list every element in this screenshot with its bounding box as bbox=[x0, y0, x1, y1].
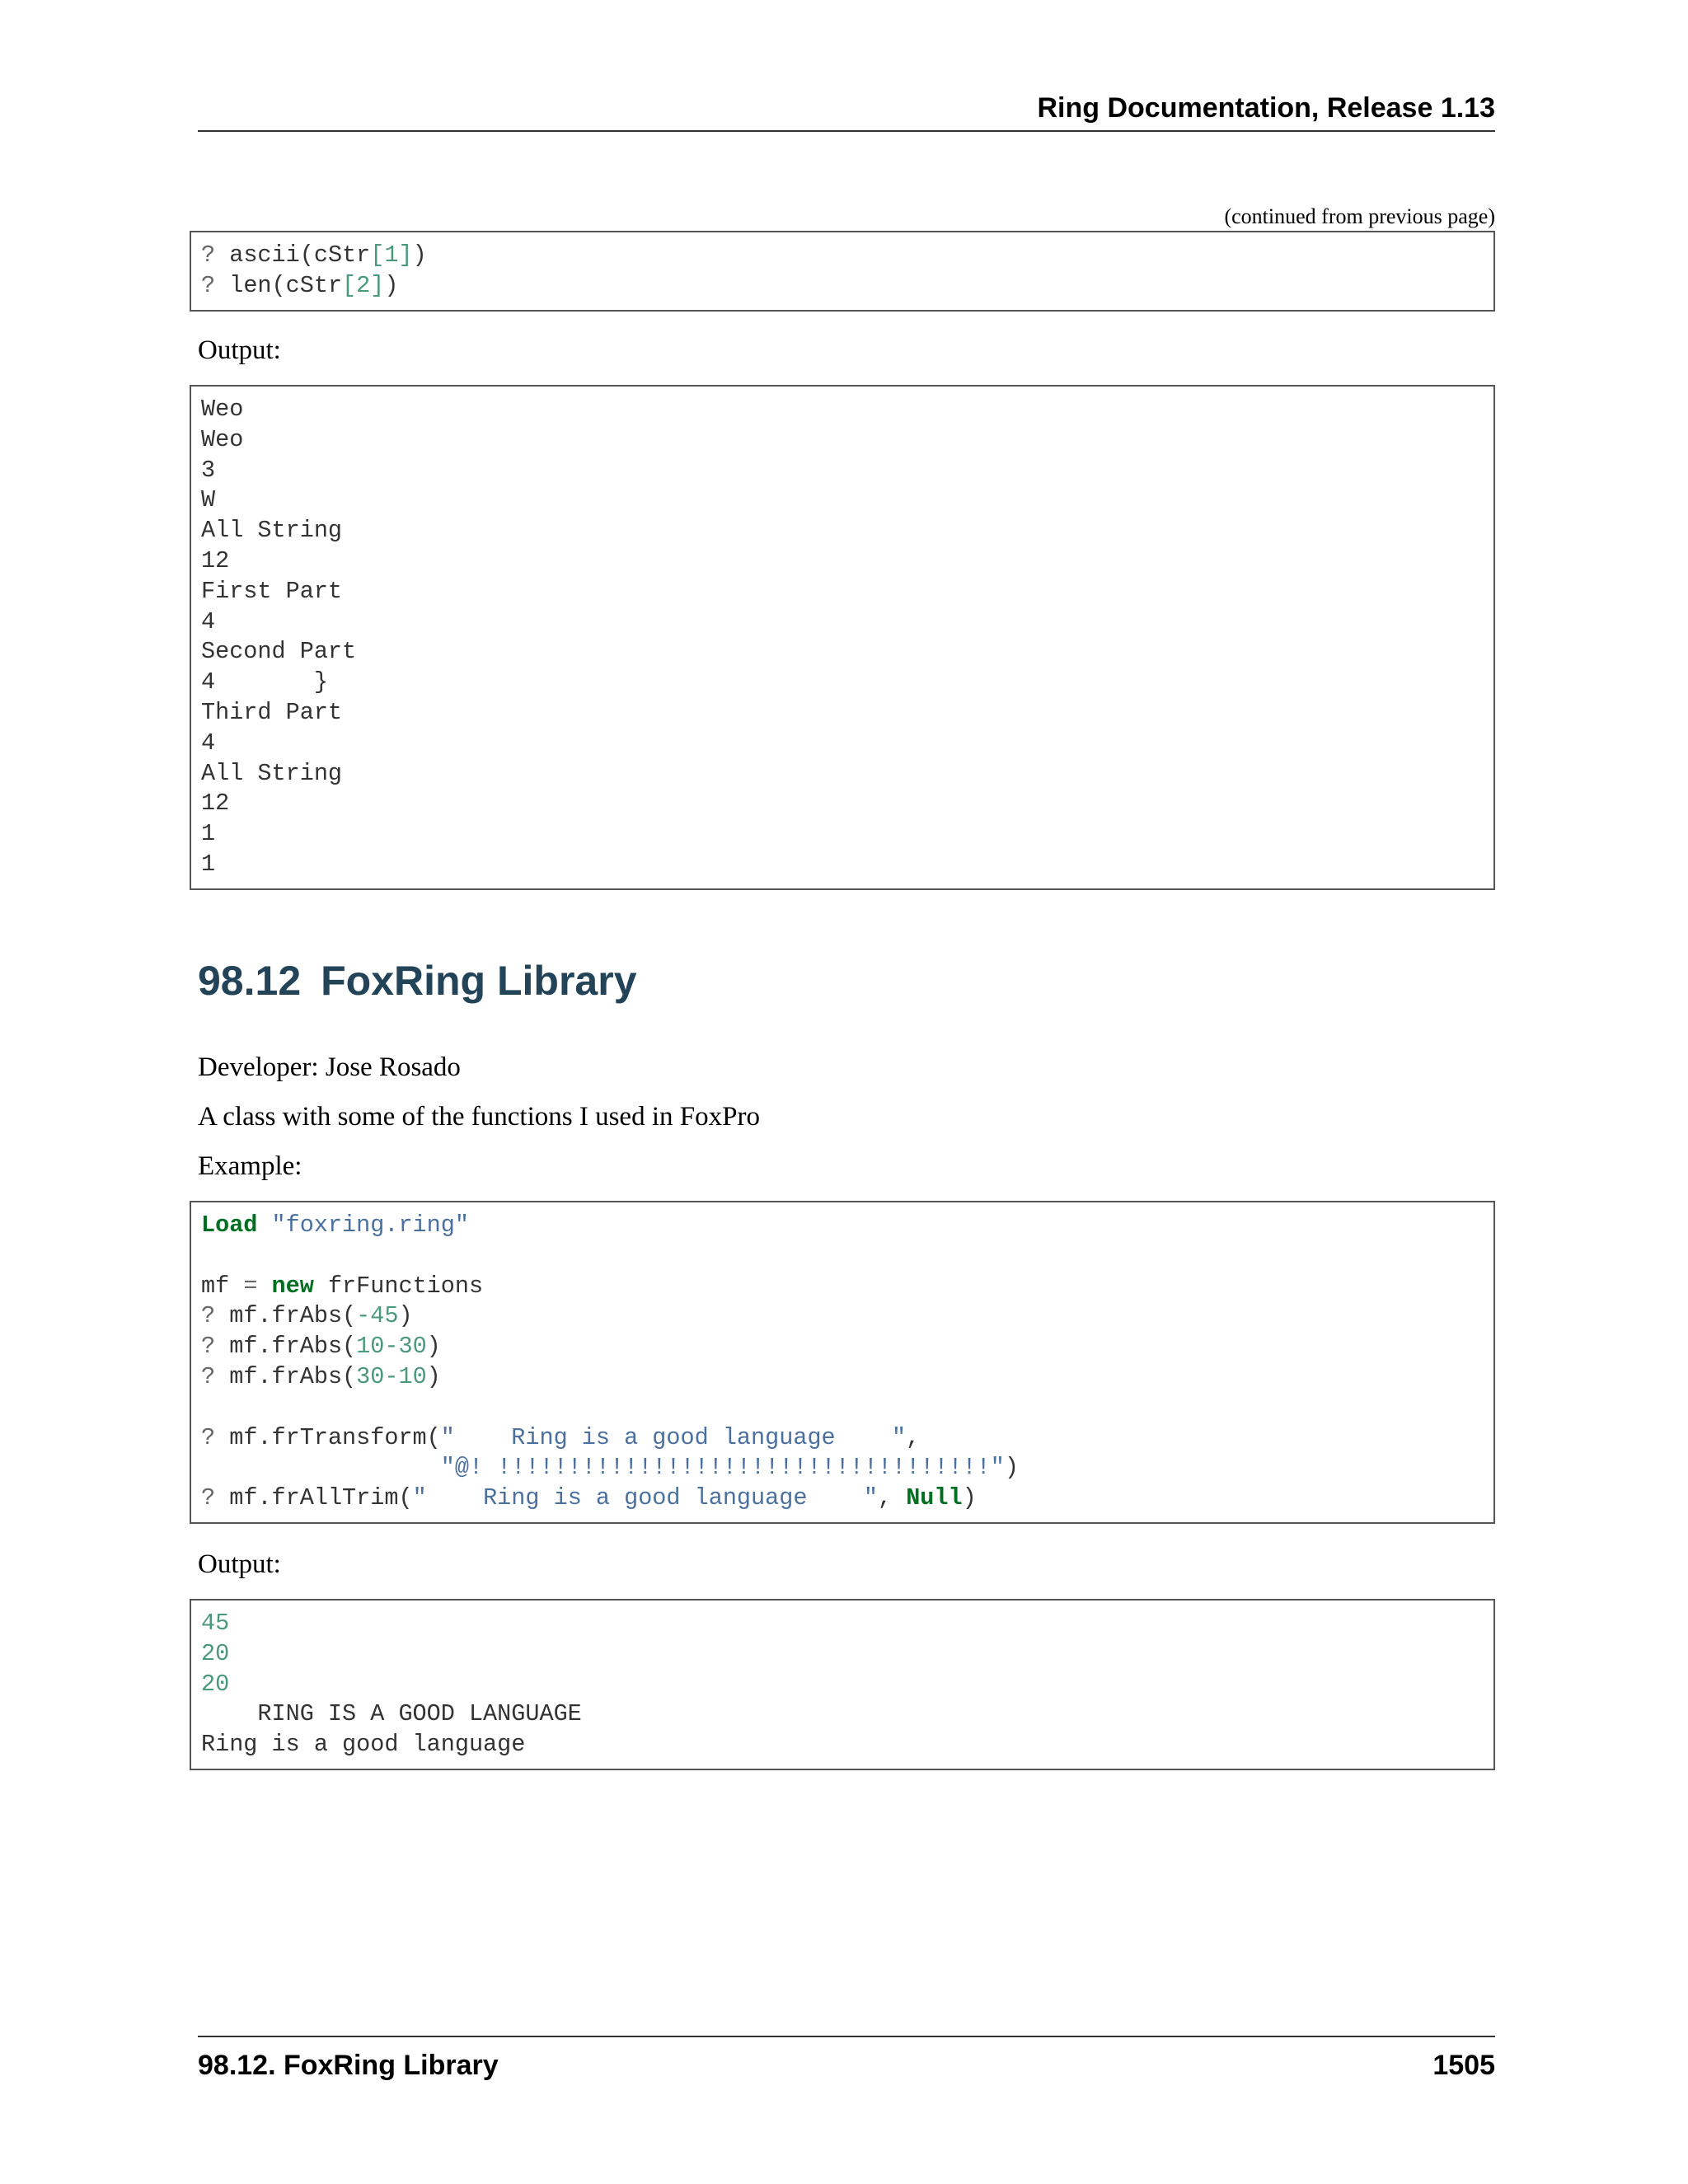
code-token: mf.frAbs( bbox=[229, 1333, 357, 1361]
code-token: Ring is a good language bbox=[201, 1731, 526, 1759]
code-token: "@! !!!!!!!!!!!!!!!!!!!!!!!!!!!!!!!!!!!" bbox=[440, 1454, 1005, 1482]
code-token: ) bbox=[426, 1333, 441, 1361]
output-block-2 bbox=[190, 1599, 1495, 1770]
code-token: " Ring is a good language " bbox=[412, 1484, 878, 1512]
code-token: [1] bbox=[370, 241, 413, 269]
description: A class with some of the functions I used in FoxPro bbox=[198, 1102, 760, 1132]
output-line: 1 bbox=[201, 820, 216, 848]
code-line bbox=[201, 1332, 1484, 1362]
code-token: 30-10 bbox=[356, 1362, 427, 1390]
code-token: ) bbox=[962, 1484, 977, 1512]
code-line bbox=[201, 1301, 1484, 1332]
output-line: All String bbox=[201, 517, 343, 545]
code-token: ? bbox=[201, 1362, 230, 1390]
code-token: ascii(cStr bbox=[229, 241, 371, 269]
code-token: = bbox=[243, 1272, 258, 1300]
code-token: 45 bbox=[201, 1610, 230, 1637]
code-token bbox=[257, 1272, 271, 1300]
developer-line: Developer: Jose Rosado bbox=[198, 1052, 461, 1082]
code-token: ) bbox=[384, 271, 399, 299]
continued-note: (continued from previous page) bbox=[1224, 204, 1495, 228]
code-token: RING IS A GOOD LANGUAGE bbox=[201, 1700, 582, 1728]
code-token: Load bbox=[201, 1212, 258, 1239]
code-token: mf bbox=[201, 1272, 244, 1300]
code-token: mf.frAbs( bbox=[229, 1362, 357, 1390]
output-label-1: Output: bbox=[198, 335, 281, 365]
section-number: 98.12 bbox=[198, 958, 302, 1004]
code-line bbox=[201, 1362, 1484, 1393]
code-token: ? bbox=[201, 1423, 230, 1451]
code-line bbox=[201, 1639, 1484, 1670]
output-line: 3 bbox=[201, 456, 216, 484]
code-token: ? bbox=[201, 241, 230, 269]
code-block-continued bbox=[190, 231, 1495, 312]
code-token: new bbox=[271, 1272, 314, 1300]
output-line: Second Part bbox=[201, 638, 357, 666]
code-token: len(cStr bbox=[229, 271, 343, 299]
code-line bbox=[201, 1211, 1484, 1241]
code-line bbox=[201, 1241, 1484, 1272]
output-line: Weo bbox=[201, 425, 244, 453]
code-token: , bbox=[906, 1423, 921, 1451]
code-line bbox=[201, 1609, 1484, 1639]
output-line: All String bbox=[201, 759, 343, 787]
code-line bbox=[201, 1670, 1484, 1700]
code-token: , bbox=[877, 1484, 907, 1512]
page-footer bbox=[198, 2036, 1495, 2087]
code-token: ? bbox=[201, 1484, 230, 1512]
code-line bbox=[201, 1272, 1484, 1302]
code-line bbox=[201, 241, 1484, 271]
code-token bbox=[201, 1454, 441, 1481]
page-header bbox=[198, 92, 1495, 132]
code-token: Null bbox=[906, 1484, 963, 1512]
code-line bbox=[201, 1453, 1484, 1483]
output-line: 4 bbox=[201, 607, 216, 635]
output-block-1 bbox=[190, 385, 1495, 890]
output-line: 4 } bbox=[201, 668, 328, 696]
code-token: ) bbox=[1004, 1454, 1019, 1482]
code-line bbox=[201, 1730, 1484, 1760]
code-token: 20 bbox=[201, 1639, 230, 1667]
code-token: 10-30 bbox=[356, 1333, 427, 1361]
footer-section: 98.12. FoxRing Library bbox=[198, 2050, 499, 2081]
code-token: ) bbox=[426, 1362, 441, 1390]
code-token: [2] bbox=[342, 271, 385, 299]
code-token: mf.frTransform( bbox=[229, 1423, 441, 1451]
code-line bbox=[201, 1393, 1484, 1423]
code-token: "foxring.ring" bbox=[271, 1212, 469, 1239]
code-token: ) bbox=[412, 241, 427, 269]
output-line: First Part bbox=[201, 577, 343, 605]
example-code-block bbox=[190, 1201, 1495, 1524]
code-token: " Ring is a good language " bbox=[440, 1423, 907, 1451]
code-token: mf.frAbs( bbox=[229, 1302, 357, 1330]
output-line: Weo bbox=[201, 396, 244, 423]
code-token: ? bbox=[201, 271, 230, 299]
code-token: ) bbox=[398, 1302, 413, 1330]
code-token: frFunctions bbox=[313, 1272, 484, 1300]
output-line: Third Part bbox=[201, 698, 343, 726]
code-line bbox=[201, 1423, 1484, 1454]
example-label: Example: bbox=[198, 1151, 302, 1181]
code-line bbox=[201, 1699, 1484, 1730]
output-line: W bbox=[201, 486, 216, 514]
document-title: Ring Documentation, Release 1.13 bbox=[1037, 92, 1495, 124]
section-heading bbox=[198, 956, 637, 1005]
code-token: mf.frAllTrim( bbox=[229, 1484, 413, 1512]
code-token bbox=[257, 1212, 271, 1239]
code-line bbox=[201, 1483, 1484, 1514]
code-token: 20 bbox=[201, 1670, 230, 1698]
code-line bbox=[201, 271, 1484, 302]
code-token: -45 bbox=[356, 1302, 399, 1330]
code-token: ? bbox=[201, 1333, 230, 1361]
output-label-2: Output: bbox=[198, 1549, 281, 1579]
output-line: 12 bbox=[201, 790, 230, 818]
section-title: FoxRing Library bbox=[321, 958, 637, 1004]
page-number: 1505 bbox=[1432, 2050, 1495, 2081]
output-line: 12 bbox=[201, 546, 230, 574]
output-line: 1 bbox=[201, 850, 216, 878]
output-line: 4 bbox=[201, 729, 216, 757]
code-token: ? bbox=[201, 1302, 230, 1330]
